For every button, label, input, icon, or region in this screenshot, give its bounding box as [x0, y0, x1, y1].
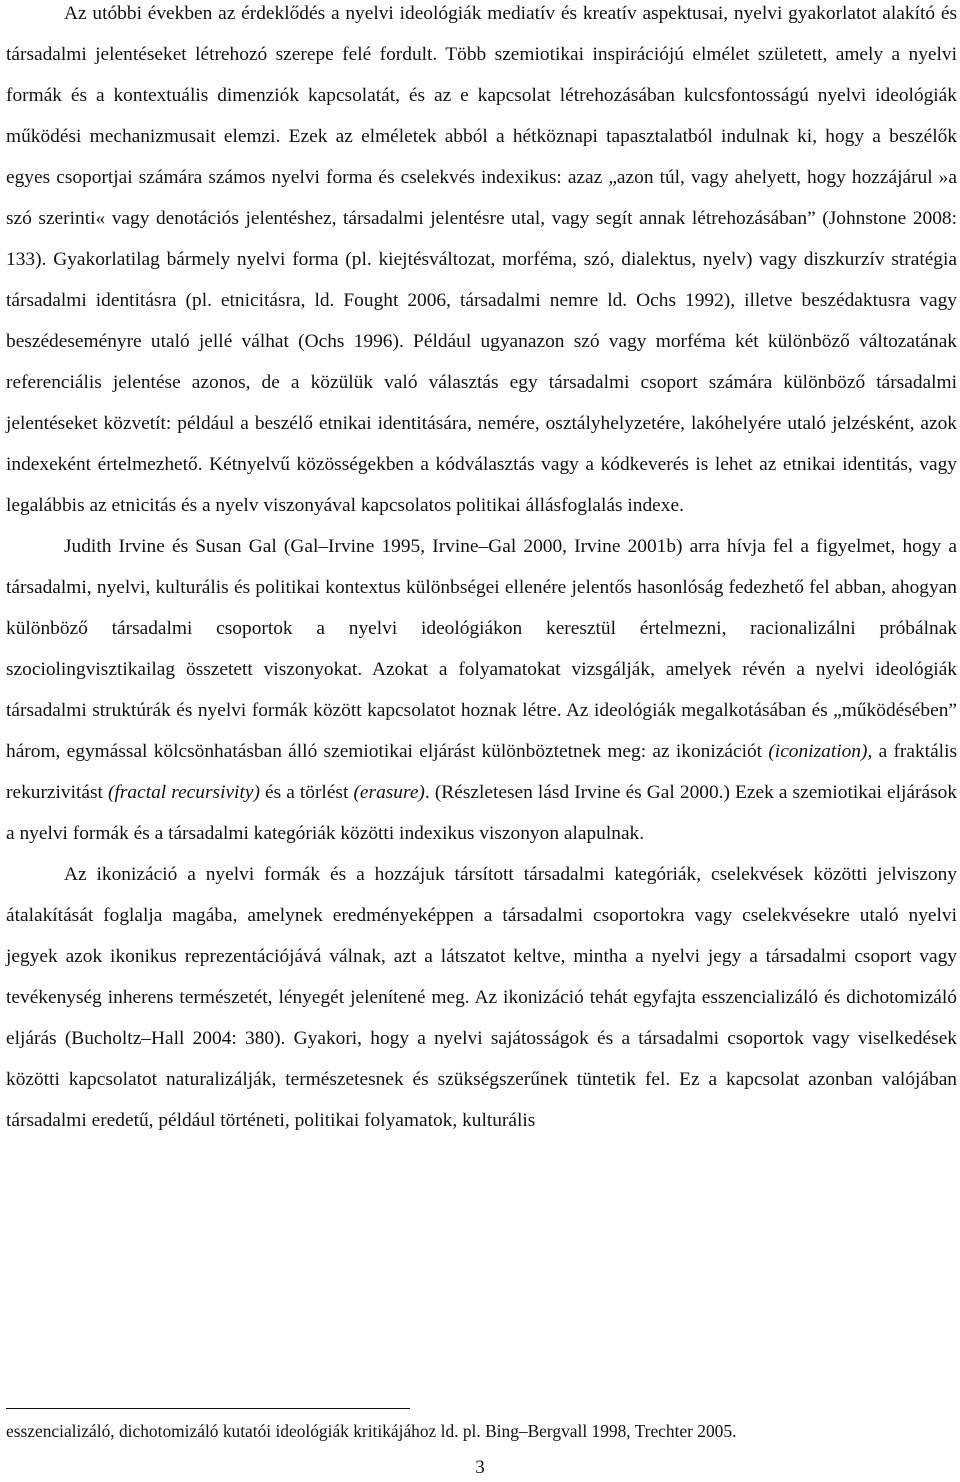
italic-term: (erasure)	[353, 782, 425, 803]
page-number: 3	[475, 1457, 485, 1478]
text-run: Az utóbbi években az érdeklődés a nyelvi ideológiák mediatív és kreatív aspektusai, nyelvi gyakorlatot alakító és társadalmi jelentéseket létrehozó szerepe felé fordult. Több szemiotikai inspirációjú elmélet született, amely a nyelvi formák és a kontextuális dimenziók kapcsolatát, és az e kapcsolat létrehozásában kulcsfontosságú nyelvi ideológiák működési mechanizmusait elemzi. Ezek az elméletek abból a hétköznapi tapasztalatból indulnak ki, hogy a beszélők egyes csoportjai számára számos nyelvi forma és cselekvés indexikus: azaz „azon túl, vagy ahelyett, hogy hozzájárul »a szó szerinti« vagy denotációs jelentéshez, társadalmi jelentésre utal, vagy segít annak létrehozásában” (Johnstone 2008: 133). Gyakorlatilag bármely nyelvi forma (pl. kiejtésváltozat, morféma, szó, dialektus, nyelv) vagy diszkurzív stratégia társadalmi identitásra (pl. etnicitásra, ld. Fought 2006, társadalmi nemre ld. Ochs 1992), illetve beszédaktusra vagy beszédeseményre utaló jellé válhat (Ochs 1996). Például ugyanazon szó vagy morféma két különböző változatának referenciális jelentése azonos, de a közülük való választás egy társadalmi csoport számára különböző társadalmi jelentéseket közvetít: például a beszélő etnikai identitására, nemére, osztályhelyzetére, lakóhelyére utaló jelzésként, azok indexeként értelmezhető. Kétnyelvű közösségekben a kódválasztás vagy a kódkeverés is lehet az etnikai identitás, vagy legalábbis az etnicitás és a nyelv viszonyával kapcsolatos politikai állásfoglalás indexe.	[6, 3, 957, 516]
paragraph-1	[6, 0, 957, 526]
text-run: és a törlést	[259, 782, 354, 803]
text-run: . (Részletesen lásd Irvine és Gal 2000.) Ezek a szemiotikai eljárások a nyelvi formák és a társadalmi kategóriák közötti indexikus viszonyon alapulnak.	[6, 782, 958, 844]
italic-term: (fractal recursivity)	[108, 782, 260, 803]
footnote: esszencializáló, dichotomizáló kutatói ideológiák kritikájához ld. pl. Bing–Bergvall 1998, Trechter 2005.	[6, 1421, 737, 1441]
footnote-separator	[6, 1408, 410, 1409]
italic-term: (iconization)	[768, 741, 868, 762]
text-run: Az ikonizáció a nyelvi formák és a hozzájuk társított társadalmi kategóriák, cselekvések közötti jelviszony átalakítását foglalja magába, amelynek eredményeképpen a társadalmi csoportokra vagy cselekvésekre utaló nyelvi jegyek azok ikonikus reprezentációjává válnak, azt a látszatot keltve, mintha a nyelvi jegy a társadalmi csoport vagy tevékenység inherens természetét, lényegét jelenítené meg. Az ikonizáció tehát egyfajta esszencializáló és dichotomizáló eljárás (Bucholtz–Hall 2004: 380). Gyakori, hogy a nyelvi sajátosságok és a társadalmi csoportok vagy viselkedések közötti kapcsolatot naturalizálják, természetesnek és szükségszerűnek tüntetik fel. Ez a kapcsolat azonban valójában társadalmi eredetű, például történeti, politikai folyamatok, kulturális	[6, 864, 957, 1131]
paragraph-3	[6, 854, 957, 1141]
text-run: Judith Irvine és Susan Gal (Gal–Irvine 1995, Irvine–Gal 2000, Irvine 2001b) arra hívja fel a figyelmet, hogy a társadalmi, nyelvi, kulturális és politikai kontextus különbségei ellenére jelentős hasonlóság fedezhető fel abban, ahogyan különböző társadalmi csoportok a nyelvi ideológiákon keresztül értelmezni, racionalizálni próbálnak szociolingvisztikailag összetett viszonyokat. Azokat a folyamatokat vizsgálják, amelyek révén a nyelvi ideológiák társadalmi struktúrák és nyelvi formák között kapcsolatot hoznak létre. Az ideológiák megalkotásában és „működésében” három, egymással kölcsönhatásban álló szemiotikai eljárást különböztetnek meg: az ikonizációt	[6, 536, 957, 762]
text-run: , a fraktális rekurzivitást	[6, 741, 958, 803]
paragraph-2	[6, 526, 957, 854]
document-page	[6, 0, 957, 1141]
